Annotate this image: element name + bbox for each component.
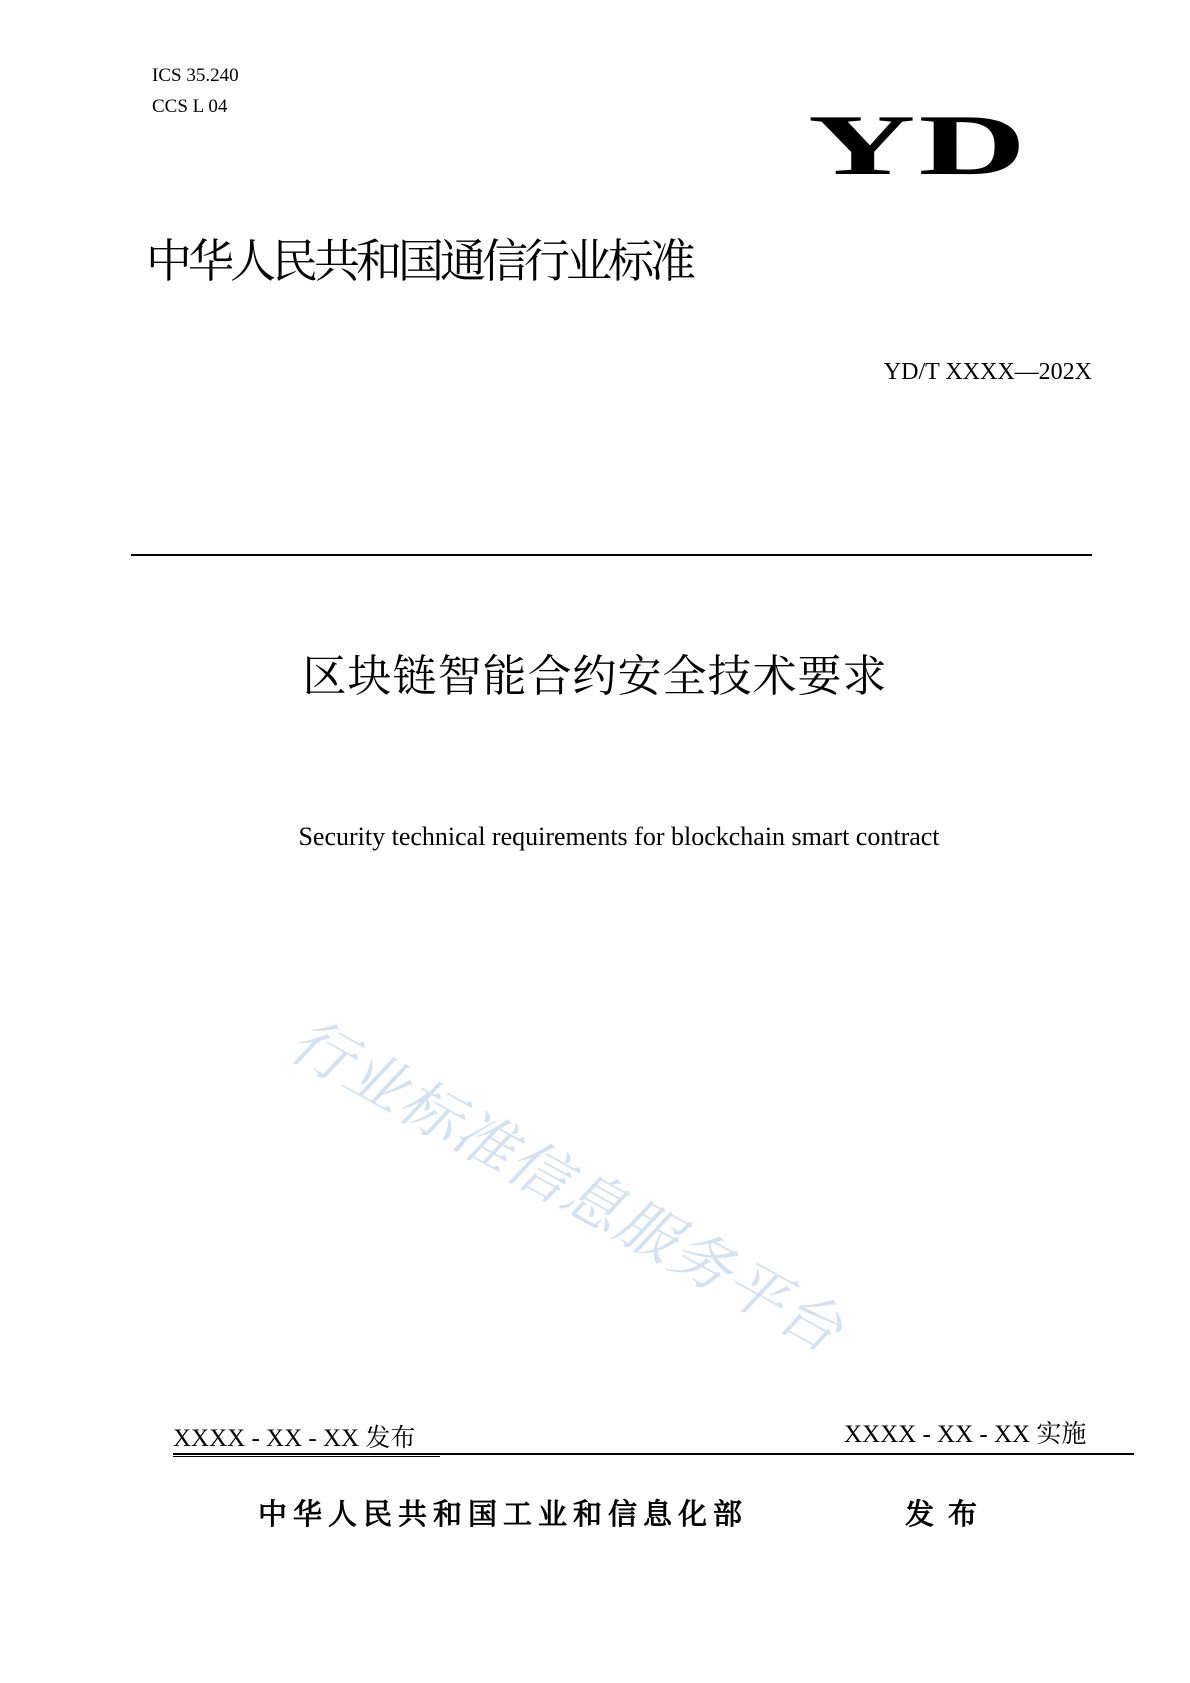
- bottom-divider: [173, 1453, 1134, 1455]
- issue-date-underline: [173, 1456, 440, 1457]
- ccs-code: CCS L 04: [152, 96, 228, 117]
- standard-category-title: 中华人民共和国通信行业标准: [146, 234, 692, 288]
- standard-logo: YD: [808, 96, 1030, 193]
- top-divider: [131, 554, 1092, 556]
- issuing-authority: 中华人民共和国工业和信息化部: [258, 1497, 749, 1531]
- document-title-chinese: 区块链智能合约安全技术要求: [302, 651, 888, 702]
- issue-action: 发布: [905, 1497, 992, 1531]
- classification-codes: [152, 60, 239, 122]
- implementation-date: XXXX - XX - XX 实施: [844, 1421, 1087, 1448]
- watermark: 行业标准信息服务平台: [278, 1005, 855, 1368]
- issue-date: XXXX - XX - XX 发布: [173, 1425, 416, 1452]
- document-title-english: Security technical requirements for blockchain smart contract: [298, 822, 940, 851]
- ics-code: ICS 35.240: [152, 65, 239, 86]
- standard-number: YD/T XXXX—202X: [883, 359, 1092, 385]
